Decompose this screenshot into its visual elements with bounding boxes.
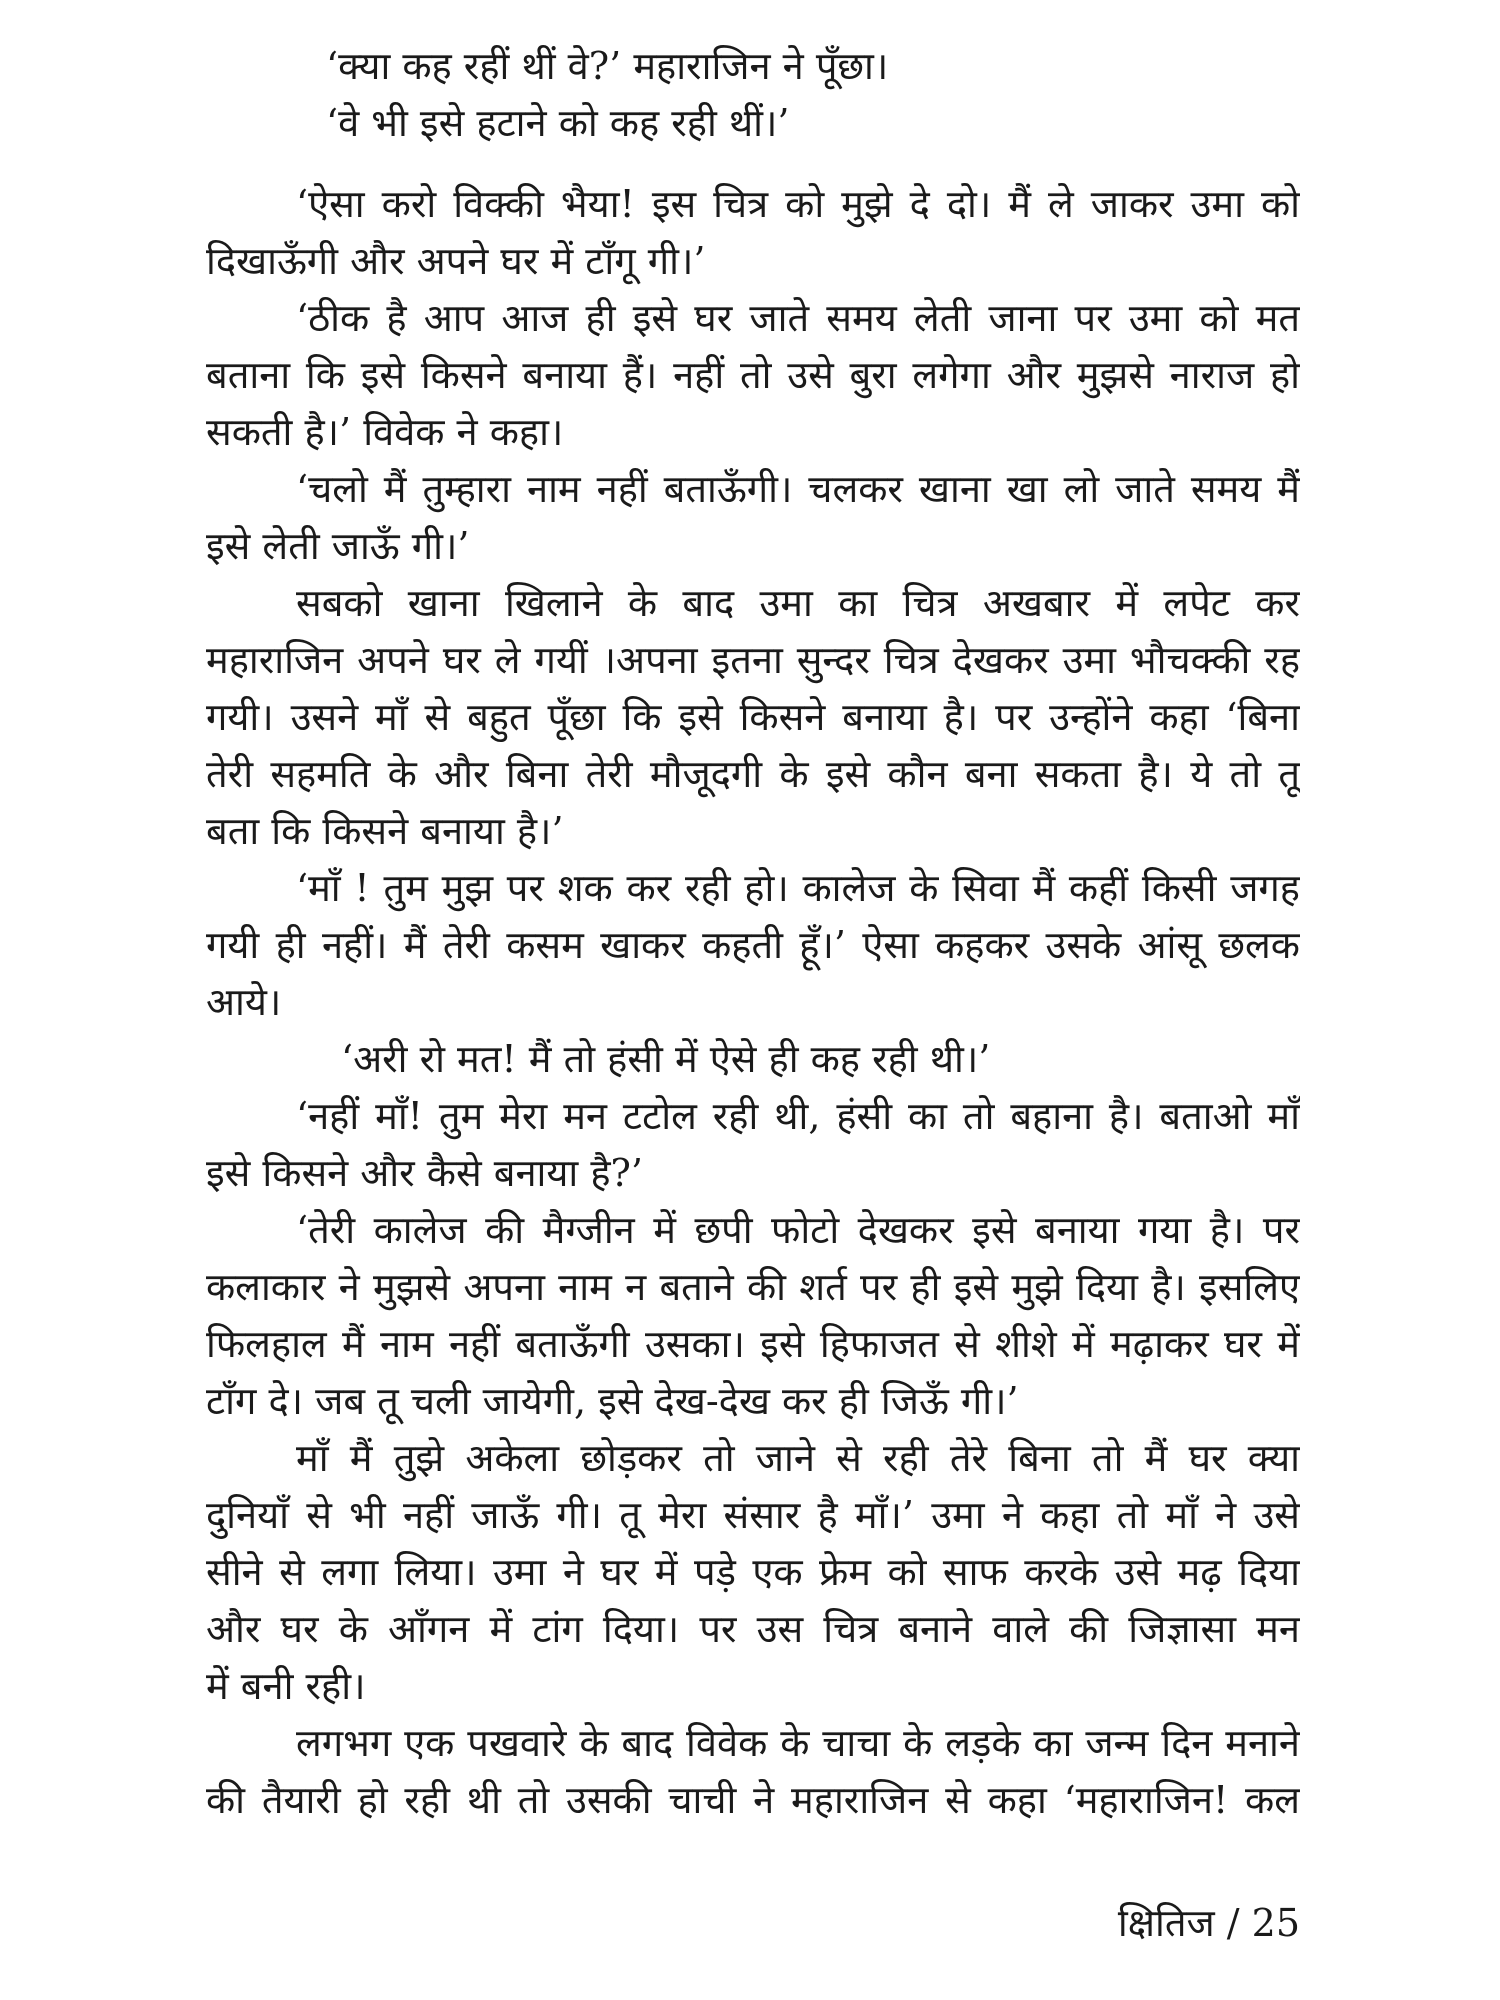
paragraph-line: कलाकार ने मुझसे अपना नाम न बताने की शर्त पर ही इसे मुझे दिया है। इसलिए — [206, 1265, 1300, 1309]
paragraph-line: बताना कि इसे किसने बनाया हैं। नहीं तो उसे बुरा लगेगा और मुझसे नाराज हो — [206, 353, 1300, 397]
paragraph-line: ‘अरी रो मत! मैं तो हंसी में ऐसे ही कह रही थी।’ — [341, 1037, 991, 1081]
paragraph-line: सबको खाना खिलाने के बाद उमा का चित्र अखबार में लपेट कर — [296, 581, 1300, 625]
paragraph-line: टाँग दे। जब तू चली जायेगी, इसे देख-देख कर ही जिऊँ गी।’ — [206, 1379, 1019, 1423]
paragraph-line: ‘माँ ! तुम मुझ पर शक कर रही हो। कालेज के सिवा मैं कहीं किसी जगह — [296, 866, 1300, 910]
paragraph-line: में बनी रही। — [206, 1664, 366, 1708]
paragraph-line: गयी ही नहीं। मैं तेरी कसम खाकर कहती हूँ।’ ऐसा कहकर उसके आंसू छलक — [206, 923, 1300, 967]
paragraph-line: तेरी सहमति के और बिना तेरी मौजूदगी के इसे कौन बना सकता है। ये तो तू — [206, 752, 1300, 796]
paragraph-line: इसे किसने और कैसे बनाया है?’ — [206, 1151, 643, 1195]
paragraph-line: दिखाऊँगी और अपने घर में टाँगू गी।’ — [206, 239, 706, 283]
paragraph-line: सीने से लगा लिया। उमा ने घर में पड़े एक फ्रेम को साफ करके उसे मढ़ दिया — [206, 1550, 1300, 1594]
paragraph-line: ‘ठीक है आप आज ही इसे घर जाते समय लेती जाना पर उमा को मत — [296, 296, 1300, 340]
paragraph-line: इसे लेती जाऊँ गी।’ — [206, 524, 470, 568]
paragraph-line: सकती है।’ विवेक ने कहा। — [206, 410, 564, 454]
paragraph-gap — [206, 152, 1300, 176]
paragraph-line: फिलहाल मैं नाम नहीं बताऊँगी उसका। इसे हिफाजत से शीशे में मढ़ाकर घर में — [206, 1322, 1300, 1366]
paragraph-line: बता कि किसने बनाया है।’ — [206, 809, 564, 853]
paragraph-line: ‘ऐसा करो विक्की भैया! इस चित्र को मुझे दे दो। मैं ले जाकर उमा को — [296, 182, 1300, 226]
page-footer: क्षितिज / 25 — [1117, 1901, 1300, 1945]
paragraph-line: लगभग एक पखवारे के बाद विवेक के चाचा के लड़के का जन्म दिन मनाने — [296, 1721, 1300, 1765]
paragraph-line: आये। — [206, 980, 282, 1024]
paragraph-line: की तैयारी हो रही थी तो उसकी चाची ने महाराजिन से कहा ‘महाराजिन! कल — [206, 1778, 1300, 1822]
dialogue-line-1: ‘क्या कह रहीं थीं वे?’ महाराजिन ने पूँछा। — [326, 44, 889, 88]
paragraph-line: ‘चलो मैं तुम्हारा नाम नहीं बताऊँगी। चलकर खाना खा लो जाते समय मैं — [296, 467, 1300, 511]
paragraph-line: महाराजिन अपने घर ले गयीं ।अपना इतना सुन्दर चित्र देखकर उमा भौचक्की रह — [206, 638, 1300, 682]
paragraph-line: माँ मैं तुझे अकेला छोड़कर तो जाने से रही तेरे बिना तो मैं घर क्या — [296, 1436, 1300, 1480]
paragraph-line: ‘तेरी कालेज की मैग्जीन में छपी फोटो देखकर इसे बनाया गया है। पर — [296, 1208, 1300, 1252]
dialogue-line-2: ‘वे भी इसे हटाने को कह रही थीं।’ — [326, 101, 790, 145]
paragraph-line: गयी। उसने माँ से बहुत पूँछा कि इसे किसने बनाया है। पर उन्होंने कहा ‘बिना — [206, 695, 1300, 739]
paragraph-line: ‘नहीं माँ! तुम मेरा मन टटोल रही थी, हंसी का तो बहाना है। बताओ माँ — [296, 1094, 1300, 1138]
paragraph-line: दुनियाँ से भी नहीं जाऊँ गी। तू मेरा संसार है माँ।’ उमा ने कहा तो माँ ने उसे — [206, 1493, 1300, 1537]
paragraph-line: और घर के आँगन में टांग दिया। पर उस चित्र बनाने वाले की जिज्ञासा मन — [206, 1607, 1300, 1651]
